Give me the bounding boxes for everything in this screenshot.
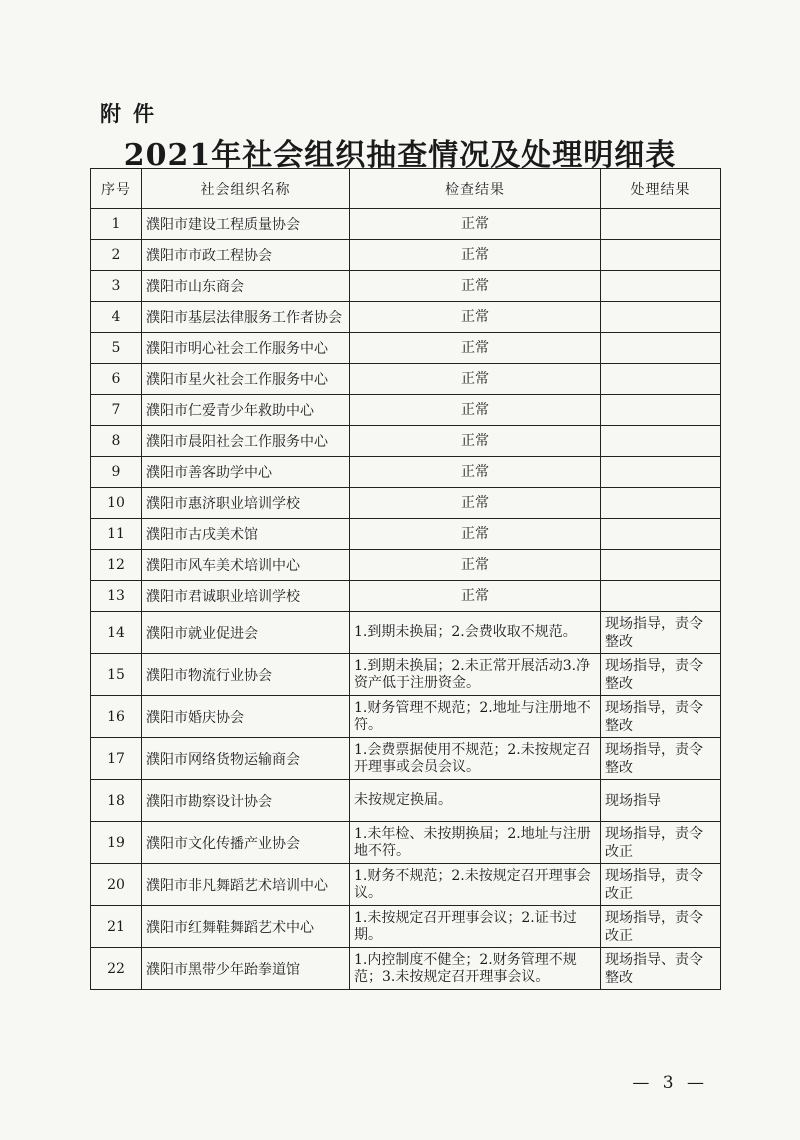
organization-name: 濮阳市就业促进会 bbox=[142, 612, 350, 654]
organization-name: 濮阳市仁爱青少年救助中心 bbox=[142, 395, 350, 426]
organization-name: 濮阳市网络货物运输商会 bbox=[142, 738, 350, 780]
table-row bbox=[91, 209, 721, 240]
handling-result: 现场指导，责令整改 bbox=[601, 654, 721, 696]
table-row bbox=[91, 426, 721, 457]
table-row bbox=[91, 240, 721, 271]
table-row bbox=[91, 906, 721, 948]
table-body bbox=[91, 209, 721, 990]
table-header-row bbox=[91, 169, 721, 209]
organization-name: 濮阳市物流行业协会 bbox=[142, 654, 350, 696]
organization-name: 濮阳市惠济职业培训学校 bbox=[142, 488, 350, 519]
handling-result bbox=[601, 395, 721, 426]
row-number: 8 bbox=[91, 426, 142, 457]
handling-result bbox=[601, 271, 721, 302]
organization-name: 濮阳市非凡舞蹈艺术培训中心 bbox=[142, 864, 350, 906]
organization-name: 濮阳市山东商会 bbox=[142, 271, 350, 302]
table-row bbox=[91, 395, 721, 426]
table-row bbox=[91, 457, 721, 488]
check-result: 1.财务不规范；2.未按规定召开理事会议。 bbox=[350, 864, 601, 906]
row-number: 9 bbox=[91, 457, 142, 488]
column-header-no: 序号 bbox=[91, 169, 142, 209]
handling-result bbox=[601, 364, 721, 395]
organization-name: 濮阳市文化传播产业协会 bbox=[142, 822, 350, 864]
organization-name: 濮阳市古戌美术馆 bbox=[142, 519, 350, 550]
row-number: 1 bbox=[91, 209, 142, 240]
row-number: 18 bbox=[91, 780, 142, 822]
check-result: 1.财务管理不规范；2.地址与注册地不符。 bbox=[350, 696, 601, 738]
table-row bbox=[91, 780, 721, 822]
row-number: 3 bbox=[91, 271, 142, 302]
organization-name: 濮阳市风车美术培训中心 bbox=[142, 550, 350, 581]
check-result: 1.到期未换届；2.会费收取不规范。 bbox=[350, 612, 601, 654]
check-result: 1.未按规定召开理事会议；2.证书过期。 bbox=[350, 906, 601, 948]
table-row bbox=[91, 738, 721, 780]
row-number: 20 bbox=[91, 864, 142, 906]
row-number: 21 bbox=[91, 906, 142, 948]
organization-name: 濮阳市基层法律服务工作者协会 bbox=[142, 302, 350, 333]
column-header-handle: 处理结果 bbox=[601, 169, 721, 209]
organization-name: 濮阳市明心社会工作服务中心 bbox=[142, 333, 350, 364]
row-number: 19 bbox=[91, 822, 142, 864]
row-number: 5 bbox=[91, 333, 142, 364]
row-number: 22 bbox=[91, 948, 142, 990]
table-row bbox=[91, 488, 721, 519]
page-title: 2021年社会组织抽查情况及处理明细表 bbox=[123, 138, 677, 173]
check-result: 1.内控制度不健全；2.财务管理不规范；3.未按规定召开理事会议。 bbox=[350, 948, 601, 990]
check-result: 正常 bbox=[350, 364, 601, 395]
organization-name: 濮阳市红舞鞋舞蹈艺术中心 bbox=[142, 906, 350, 948]
column-header-name: 社会组织名称 bbox=[142, 169, 350, 209]
organization-name: 濮阳市建设工程质量协会 bbox=[142, 209, 350, 240]
handling-result: 现场指导、责令整改 bbox=[601, 948, 721, 990]
attachment-label: 附件 bbox=[100, 102, 166, 126]
table-row bbox=[91, 364, 721, 395]
handling-result: 现场指导，责令改正 bbox=[601, 864, 721, 906]
table-row bbox=[91, 519, 721, 550]
handling-result: 现场指导，责令整改 bbox=[601, 738, 721, 780]
check-result: 正常 bbox=[350, 426, 601, 457]
handling-result bbox=[601, 333, 721, 364]
column-header-check: 检查结果 bbox=[350, 169, 601, 209]
row-number: 2 bbox=[91, 240, 142, 271]
row-number: 6 bbox=[91, 364, 142, 395]
organization-name: 濮阳市君诚职业培训学校 bbox=[142, 581, 350, 612]
row-number: 15 bbox=[91, 654, 142, 696]
row-number: 13 bbox=[91, 581, 142, 612]
check-result: 正常 bbox=[350, 457, 601, 488]
check-result: 正常 bbox=[350, 333, 601, 364]
handling-result: 现场指导 bbox=[601, 780, 721, 822]
row-number: 14 bbox=[91, 612, 142, 654]
handling-result bbox=[601, 581, 721, 612]
check-result: 正常 bbox=[350, 209, 601, 240]
table-row bbox=[91, 333, 721, 364]
check-result: 1.未年检、未按期换届；2.地址与注册地不符。 bbox=[350, 822, 601, 864]
row-number: 11 bbox=[91, 519, 142, 550]
handling-result bbox=[601, 240, 721, 271]
row-number: 10 bbox=[91, 488, 142, 519]
check-result: 1.到期未换届；2.未正常开展活动3.净资产低于注册资金。 bbox=[350, 654, 601, 696]
check-result: 1.会费票据使用不规范；2.未按规定召开理事或会员会议。 bbox=[350, 738, 601, 780]
handling-result bbox=[601, 209, 721, 240]
check-result: 未按规定换届。 bbox=[350, 780, 601, 822]
organization-name: 濮阳市晨阳社会工作服务中心 bbox=[142, 426, 350, 457]
table-row bbox=[91, 550, 721, 581]
handling-result bbox=[601, 426, 721, 457]
table-row bbox=[91, 271, 721, 302]
handling-result: 现场指导，责令改正 bbox=[601, 906, 721, 948]
table-row bbox=[91, 864, 721, 906]
row-number: 17 bbox=[91, 738, 142, 780]
organization-name: 濮阳市黑带少年跆拳道馆 bbox=[142, 948, 350, 990]
handling-result bbox=[601, 519, 721, 550]
table-row bbox=[91, 822, 721, 864]
table-row bbox=[91, 302, 721, 333]
check-result: 正常 bbox=[350, 395, 601, 426]
handling-result: 现场指导，责令整改 bbox=[601, 696, 721, 738]
check-result: 正常 bbox=[350, 240, 601, 271]
table-row bbox=[91, 948, 721, 990]
handling-result bbox=[601, 550, 721, 581]
detail-table bbox=[90, 168, 721, 990]
organization-name: 濮阳市市政工程协会 bbox=[142, 240, 350, 271]
page-number: — 3 — bbox=[632, 1073, 708, 1093]
table-row bbox=[91, 581, 721, 612]
check-result: 正常 bbox=[350, 302, 601, 333]
table-row bbox=[91, 654, 721, 696]
table-row bbox=[91, 696, 721, 738]
check-result: 正常 bbox=[350, 550, 601, 581]
table-row bbox=[91, 612, 721, 654]
handling-result: 现场指导，责令整改 bbox=[601, 612, 721, 654]
check-result: 正常 bbox=[350, 581, 601, 612]
row-number: 12 bbox=[91, 550, 142, 581]
check-result: 正常 bbox=[350, 271, 601, 302]
handling-result bbox=[601, 457, 721, 488]
check-result: 正常 bbox=[350, 488, 601, 519]
handling-result bbox=[601, 302, 721, 333]
handling-result: 现场指导，责令改正 bbox=[601, 822, 721, 864]
organization-name: 濮阳市善客助学中心 bbox=[142, 457, 350, 488]
organization-name: 濮阳市勘察设计协会 bbox=[142, 780, 350, 822]
organization-name: 濮阳市星火社会工作服务中心 bbox=[142, 364, 350, 395]
check-result: 正常 bbox=[350, 519, 601, 550]
organization-name: 濮阳市婚庆协会 bbox=[142, 696, 350, 738]
row-number: 7 bbox=[91, 395, 142, 426]
row-number: 4 bbox=[91, 302, 142, 333]
handling-result bbox=[601, 488, 721, 519]
row-number: 16 bbox=[91, 696, 142, 738]
